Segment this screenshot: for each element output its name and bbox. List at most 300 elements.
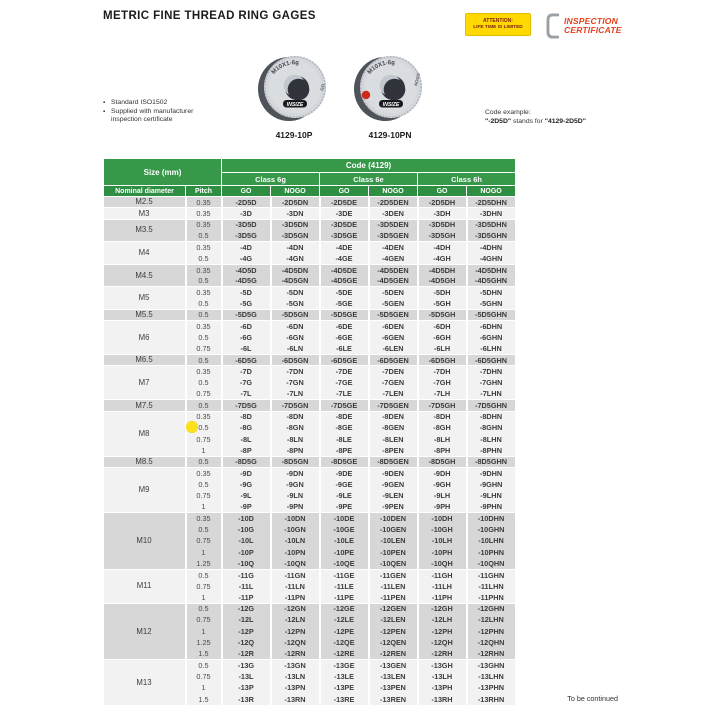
code-cell: -4D5GE — [320, 276, 369, 287]
attention-badge-line1: ATTENTION: — [483, 18, 513, 24]
table-row — [104, 400, 516, 411]
code-cell: -4D5DE — [320, 264, 369, 275]
pitch-cell: 1.25 — [186, 637, 222, 648]
pitch-cell: 0.5 — [186, 332, 222, 343]
code-cell: -5GE — [320, 298, 369, 309]
code-cell: -12LE — [320, 614, 369, 625]
code-cell: -3D5D — [222, 219, 271, 230]
code-cell: -5DN — [271, 287, 320, 298]
code-cell: -9P — [222, 502, 271, 513]
code-cell: -7LH — [418, 389, 467, 400]
code-cell: -6LE — [320, 343, 369, 354]
code-cell: -5D — [222, 287, 271, 298]
code-cell: -10G — [222, 524, 271, 535]
code-cell: -12RH — [418, 648, 467, 659]
pitch-cell: 0.5 — [186, 569, 222, 580]
code-cell: -12GHN — [467, 603, 516, 614]
code-cell: -8D5G — [222, 456, 271, 467]
code-cell: -12P — [222, 626, 271, 637]
nominal-diameter-cell: M11 — [104, 569, 186, 603]
code-cell: -12GH — [418, 603, 467, 614]
code-cell: -9DE — [320, 468, 369, 479]
nominal-diameter-cell: M6 — [104, 321, 186, 355]
pitch-cell: 0.75 — [186, 490, 222, 501]
header-go: GO — [320, 186, 369, 197]
code-cell: -4D5DN — [271, 264, 320, 275]
code-cell: -4D5DH — [418, 264, 467, 275]
gage-engraving: M10X1-6g — [366, 60, 396, 76]
code-cell: -5D5GEN — [369, 309, 418, 320]
code-cell: -5D5GN — [271, 309, 320, 320]
code-cell: -9PN — [271, 502, 320, 513]
table-row — [104, 197, 516, 208]
code-cell: -10QN — [271, 558, 320, 569]
code-cell: -9LEN — [369, 490, 418, 501]
code-cell: -10QEN — [369, 558, 418, 569]
pitch-cell: 0.75 — [186, 343, 222, 354]
gage-engraving: M10X1-6g — [270, 60, 300, 76]
pitch-cell: 1 — [186, 592, 222, 603]
pitch-cell: 0.35 — [186, 197, 222, 208]
code-cell: -9DH — [418, 468, 467, 479]
code-cell: -11PE — [320, 592, 369, 603]
code-cell: -13G — [222, 660, 271, 671]
code-cell: -12QE — [320, 637, 369, 648]
feature-text: Supplied with manufacturer inspection certificate — [111, 108, 194, 124]
code-cell: -6D — [222, 321, 271, 332]
pitch-cell: 0.35 — [186, 366, 222, 377]
table-row — [104, 468, 516, 479]
code-cell: -5GHN — [467, 298, 516, 309]
bullet-square-icon — [103, 108, 105, 116]
code-cell: -4D — [222, 242, 271, 253]
code-example-line: "-2D5D" stands for "4129-2D5D" — [485, 118, 586, 125]
code-cell: -9DHN — [467, 468, 516, 479]
code-cell: -3D5GEN — [369, 230, 418, 241]
code-cell: -11PEN — [369, 592, 418, 603]
header-class-6g: Class 6g — [222, 173, 320, 186]
code-cell: -6GN — [271, 332, 320, 343]
code-cell: -7LHN — [467, 389, 516, 400]
header-nogo: NOGO — [467, 186, 516, 197]
code-cell: -7L — [222, 389, 271, 400]
pitch-cell: 1 — [186, 626, 222, 637]
code-cell: -12PH — [418, 626, 467, 637]
code-cell: -9GE — [320, 479, 369, 490]
code-cell: -12R — [222, 648, 271, 659]
nominal-diameter-cell: M5 — [104, 287, 186, 310]
code-cell: -8PH — [418, 445, 467, 456]
pitch-cell: 0.35 — [186, 411, 222, 422]
code-cell: -6G — [222, 332, 271, 343]
code-cell: -12QN — [271, 637, 320, 648]
code-cell: -10PHN — [467, 547, 516, 558]
code-cell: -3D5GH — [418, 230, 467, 241]
nominal-diameter-cell: M4.5 — [104, 264, 186, 287]
pitch-cell: 0.5 — [186, 400, 222, 411]
code-cell: -10LE — [320, 535, 369, 546]
code-cell: -8DHN — [467, 411, 516, 422]
code-cell: -4D5GH — [418, 276, 467, 287]
code-cell: -6D5GHN — [467, 355, 516, 366]
code-cell: -6D5GE — [320, 355, 369, 366]
header-class-6h: Class 6h — [418, 173, 516, 186]
code-cell: -4D5GEN — [369, 276, 418, 287]
pitch-cell: 0.35 — [186, 208, 222, 219]
code-cell: -4GH — [418, 253, 467, 264]
pitch-cell: 0.5 — [186, 230, 222, 241]
table-row — [104, 264, 516, 275]
code-cell: -13LN — [271, 671, 320, 682]
code-cell: -9PEN — [369, 502, 418, 513]
code-cell: -6LN — [271, 343, 320, 354]
header-size-group: Size (mm) — [104, 159, 222, 186]
code-cell: -3D5DH — [418, 219, 467, 230]
header-go: GO — [418, 186, 467, 197]
code-cell: -12GEN — [369, 603, 418, 614]
code-cell: -4DEN — [369, 242, 418, 253]
feature-list — [103, 99, 225, 126]
pitch-cell: 0.5 — [186, 253, 222, 264]
code-cell: -8GH — [418, 422, 467, 433]
code-cell: -6GE — [320, 332, 369, 343]
code-cell: -10DHN — [467, 513, 516, 524]
code-cell: -6DHN — [467, 321, 516, 332]
table-row — [104, 366, 516, 377]
red-dot-marker — [362, 91, 370, 99]
code-cell: -4GHN — [467, 253, 516, 264]
code-cell: -11GN — [271, 569, 320, 580]
feature-item — [103, 99, 225, 107]
pitch-cell: 0.5 — [186, 298, 222, 309]
code-cell: -12QEN — [369, 637, 418, 648]
gage-code-table — [103, 158, 515, 705]
code-cell: -7LEN — [369, 389, 418, 400]
yellow-highlight-dot — [186, 421, 198, 433]
code-cell: -8DN — [271, 411, 320, 422]
code-cell: -3D5DHN — [467, 219, 516, 230]
code-cell: -9DEN — [369, 468, 418, 479]
code-cell: -10D — [222, 513, 271, 524]
gage-model-go: 4129-10P — [275, 130, 313, 140]
code-cell: -13REN — [369, 694, 418, 705]
attention-badge — [465, 13, 531, 36]
code-cell: -3D5G — [222, 230, 271, 241]
code-cell: -7D5GHN — [467, 400, 516, 411]
code-cell: -10LN — [271, 535, 320, 546]
ring-gage-go-image — [252, 50, 336, 128]
code-cell: -9DN — [271, 468, 320, 479]
code-cell: -7GN — [271, 377, 320, 388]
certificate-label-line1: INSPECTION — [564, 15, 618, 26]
code-cell: -5G — [222, 298, 271, 309]
code-cell: -10GH — [418, 524, 467, 535]
feature-item — [103, 108, 225, 124]
code-cell: -3DH — [418, 208, 467, 219]
code-cell: -9LHN — [467, 490, 516, 501]
code-cell: -5DE — [320, 287, 369, 298]
code-cell: -8LHN — [467, 434, 516, 445]
code-cell: -6D5GH — [418, 355, 467, 366]
pitch-cell: 1.5 — [186, 694, 222, 705]
code-cell: -6GEN — [369, 332, 418, 343]
header-nogo: NOGO — [271, 186, 320, 197]
nominal-diameter-cell: M5.5 — [104, 309, 186, 320]
code-cell: -6L — [222, 343, 271, 354]
nominal-diameter-cell: M12 — [104, 603, 186, 659]
pitch-cell: 0.35 — [186, 321, 222, 332]
code-cell: -12GE — [320, 603, 369, 614]
pitch-cell: 1 — [186, 547, 222, 558]
code-cell: -4DHN — [467, 242, 516, 253]
code-cell: -7GHN — [467, 377, 516, 388]
table-row — [104, 513, 516, 524]
code-cell: -6LEN — [369, 343, 418, 354]
code-cell: -12PN — [271, 626, 320, 637]
nominal-diameter-cell: M4 — [104, 242, 186, 265]
attention-badge-line2: LIFE TIME IS LIMITED — [473, 25, 523, 30]
code-cell: -7GEN — [369, 377, 418, 388]
code-cell: -7D5GN — [271, 400, 320, 411]
code-cell: -10GEN — [369, 524, 418, 535]
pitch-cell: 1 — [186, 445, 222, 456]
pitch-cell: 0.5 — [186, 479, 222, 490]
code-cell: -13LHN — [467, 671, 516, 682]
code-cell: -6LHN — [467, 343, 516, 354]
nominal-diameter-cell: M10 — [104, 513, 186, 569]
code-cell: -7D5G — [222, 400, 271, 411]
page-title: METRIC FINE THREAD RING GAGES — [103, 10, 316, 22]
code-cell: -3DE — [320, 208, 369, 219]
code-cell: -8GN — [271, 422, 320, 433]
code-cell: -2D5D — [222, 197, 271, 208]
nominal-diameter-cell: M8.5 — [104, 456, 186, 467]
code-cell: -9GH — [418, 479, 467, 490]
nominal-diameter-cell: M3 — [104, 208, 186, 219]
code-cell: -10QE — [320, 558, 369, 569]
code-cell: -6LH — [418, 343, 467, 354]
pitch-cell: 0.35 — [186, 468, 222, 479]
code-cell: -9GN — [271, 479, 320, 490]
code-cell: -5GEN — [369, 298, 418, 309]
code-cell: -12PE — [320, 626, 369, 637]
code-cell: -10DEN — [369, 513, 418, 524]
code-cell: -8GE — [320, 422, 369, 433]
code-cell: -12GN — [271, 603, 320, 614]
code-cell: -12LHN — [467, 614, 516, 625]
code-cell: -5GN — [271, 298, 320, 309]
nominal-diameter-cell: M9 — [104, 468, 186, 513]
code-cell: -7DH — [418, 366, 467, 377]
table-row — [104, 355, 516, 366]
code-cell: -4DH — [418, 242, 467, 253]
code-cell: -12RN — [271, 648, 320, 659]
code-cell: -5DHN — [467, 287, 516, 298]
pitch-cell: 0.5 — [186, 422, 222, 433]
code-cell: -2D5DH — [418, 197, 467, 208]
code-cell: -13LEN — [369, 671, 418, 682]
code-cell: -13PE — [320, 682, 369, 693]
code-cell: -13GN — [271, 660, 320, 671]
code-cell: -7DE — [320, 366, 369, 377]
code-cell: -10LHN — [467, 535, 516, 546]
code-cell: -4D5GN — [271, 276, 320, 287]
code-cell: -8LEN — [369, 434, 418, 445]
code-cell: -11P — [222, 592, 271, 603]
header-nogo: NOGO — [369, 186, 418, 197]
pitch-cell: 1.25 — [186, 558, 222, 569]
code-cell: -12PEN — [369, 626, 418, 637]
code-cell: -5D5GH — [418, 309, 467, 320]
code-cell: -13R — [222, 694, 271, 705]
insize-logo: INSIZE — [286, 102, 304, 108]
code-cell: -10GN — [271, 524, 320, 535]
code-cell: -6D5G — [222, 355, 271, 366]
code-cell: -11LN — [271, 581, 320, 592]
nominal-diameter-cell: M3.5 — [104, 219, 186, 242]
pitch-cell: 0.75 — [186, 389, 222, 400]
code-cell: -8PN — [271, 445, 320, 456]
code-cell: -3D5DEN — [369, 219, 418, 230]
pitch-cell: 1 — [186, 502, 222, 513]
code-cell: -13GE — [320, 660, 369, 671]
code-cell: -8DEN — [369, 411, 418, 422]
code-cell: -4D5G — [222, 276, 271, 287]
code-cell: -4G — [222, 253, 271, 264]
code-cell: -8DE — [320, 411, 369, 422]
code-cell: -12QH — [418, 637, 467, 648]
code-cell: -6DN — [271, 321, 320, 332]
code-cell: -13LE — [320, 671, 369, 682]
code-cell: -12LN — [271, 614, 320, 625]
table-row — [104, 287, 516, 298]
code-cell: -3D5GE — [320, 230, 369, 241]
code-cell: -7D5GE — [320, 400, 369, 411]
code-cell: -5D5GE — [320, 309, 369, 320]
code-cell: -8PHN — [467, 445, 516, 456]
nominal-diameter-cell: M8 — [104, 411, 186, 456]
table-row — [104, 219, 516, 230]
code-cell: -10DH — [418, 513, 467, 524]
code-cell: -13PEN — [369, 682, 418, 693]
code-cell: -13LH — [418, 671, 467, 682]
gage-table-body — [104, 197, 516, 705]
pitch-cell: 0.75 — [186, 614, 222, 625]
code-cell: -10QH — [418, 558, 467, 569]
code-cell: -12G — [222, 603, 271, 614]
nominal-diameter-cell: M2.5 — [104, 197, 186, 208]
code-cell: -10PN — [271, 547, 320, 558]
code-cell: -11L — [222, 581, 271, 592]
pitch-cell: 0.5 — [186, 355, 222, 366]
code-cell: -9PHN — [467, 502, 516, 513]
code-cell: -3DHN — [467, 208, 516, 219]
code-example-label: Code example: — [485, 109, 531, 116]
table-row — [104, 309, 516, 320]
code-cell: -8L — [222, 434, 271, 445]
table-row — [104, 456, 516, 467]
code-cell: -10LEN — [369, 535, 418, 546]
nominal-diameter-cell: M6.5 — [104, 355, 186, 366]
code-cell: -9LN — [271, 490, 320, 501]
table-row — [104, 321, 516, 332]
code-cell: -8GEN — [369, 422, 418, 433]
table-row — [104, 569, 516, 580]
code-cell: -10PE — [320, 547, 369, 558]
code-cell: -11LEN — [369, 581, 418, 592]
certificate-label-line2: CERTIFICATE — [564, 25, 622, 35]
code-cell: -13PN — [271, 682, 320, 693]
pitch-cell: 0.5 — [186, 660, 222, 671]
code-cell: -5D5G — [222, 309, 271, 320]
code-cell: -7D — [222, 366, 271, 377]
pitch-cell: 0.75 — [186, 581, 222, 592]
pitch-cell: 0.75 — [186, 535, 222, 546]
table-row — [104, 242, 516, 253]
code-cell: -4D5D — [222, 264, 271, 275]
code-cell: -12PHN — [467, 626, 516, 637]
code-cell: -11LHN — [467, 581, 516, 592]
code-cell: -4GN — [271, 253, 320, 264]
pitch-cell: 0.75 — [186, 434, 222, 445]
pitch-cell: 0.5 — [186, 377, 222, 388]
code-cell: -5DH — [418, 287, 467, 298]
code-cell: -3D5GN — [271, 230, 320, 241]
code-cell: -8DH — [418, 411, 467, 422]
code-cell: -9GEN — [369, 479, 418, 490]
code-cell: -12LEN — [369, 614, 418, 625]
code-cell: -6D5GN — [271, 355, 320, 366]
code-cell: -6D5GEN — [369, 355, 418, 366]
pitch-cell: 0.5 — [186, 276, 222, 287]
code-cell: -10DN — [271, 513, 320, 524]
code-cell: -8PE — [320, 445, 369, 456]
code-cell: -12Q — [222, 637, 271, 648]
insize-logo: INSIZE — [382, 102, 400, 108]
code-cell: -4DN — [271, 242, 320, 253]
code-cell: -4D5GHN — [467, 276, 516, 287]
code-cell: -4D5DHN — [467, 264, 516, 275]
code-cell: -10P — [222, 547, 271, 558]
code-cell: -9LH — [418, 490, 467, 501]
code-cell: -5GH — [418, 298, 467, 309]
code-cell: -3D5DN — [271, 219, 320, 230]
code-cell: -11PN — [271, 592, 320, 603]
code-cell: -4D5DEN — [369, 264, 418, 275]
ring-gage-nogo-image — [348, 50, 432, 128]
code-cell: -9D — [222, 468, 271, 479]
code-cell: -13RHN — [467, 694, 516, 705]
code-cell: -8LN — [271, 434, 320, 445]
pitch-cell: 0.35 — [186, 287, 222, 298]
code-cell: -7DHN — [467, 366, 516, 377]
table-row — [104, 411, 516, 422]
pitch-cell: 0.5 — [186, 603, 222, 614]
code-cell: -3D5GHN — [467, 230, 516, 241]
code-cell: -4DE — [320, 242, 369, 253]
code-cell: -13RE — [320, 694, 369, 705]
gage-model-nogo: 4129-10PN — [368, 130, 412, 140]
feature-text: Standard ISO1502 — [111, 99, 168, 106]
code-cell: -12RE — [320, 648, 369, 659]
code-cell: -6DEN — [369, 321, 418, 332]
bullet-square-icon — [103, 99, 105, 107]
code-cell: -8D5GN — [271, 456, 320, 467]
code-cell: -13L — [222, 671, 271, 682]
code-cell: -4GEN — [369, 253, 418, 264]
code-cell: -12RHN — [467, 648, 516, 659]
table-row — [104, 603, 516, 614]
